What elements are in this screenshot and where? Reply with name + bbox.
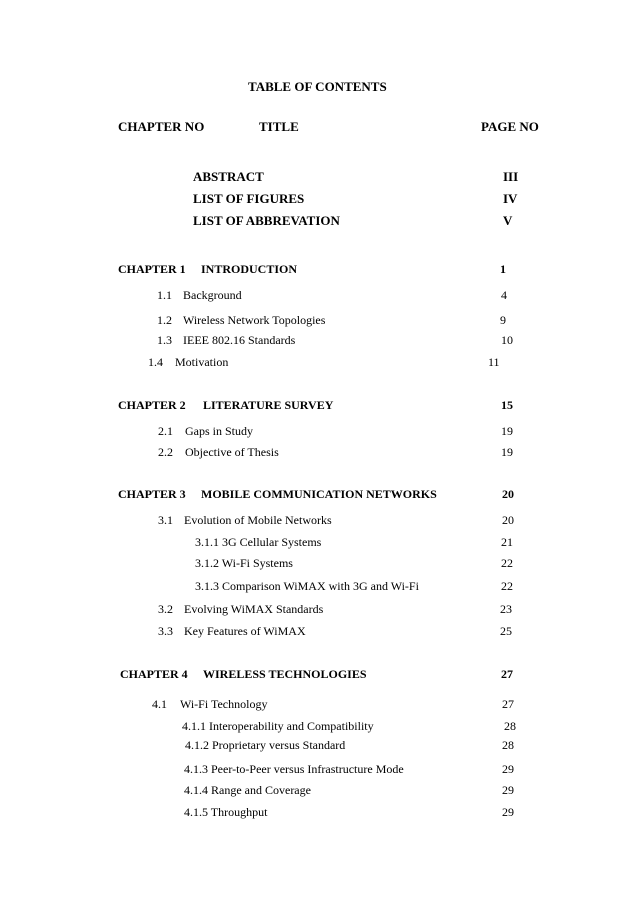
section-row [0, 310, 638, 330]
front-page: V [503, 213, 513, 228]
subsection-title: 3.1.3 Comparison WiMAX with 3G and Wi-Fi [195, 579, 419, 593]
section-title: Background [183, 288, 242, 302]
section-page: 25 [500, 624, 512, 638]
subsection-page: 29 [502, 805, 514, 819]
section-row [0, 421, 638, 441]
subsection-title: 4.1.1 Interoperability and Compatibility [182, 719, 374, 733]
section-number: 3.1 [158, 513, 173, 527]
header-chapter: CHAPTER NO [118, 119, 205, 134]
section-row [0, 352, 638, 372]
subsection-title: 4.1.2 Proprietary versus Standard [185, 738, 346, 752]
chapter-page: 1 [500, 262, 506, 276]
section-number: 1.1 [157, 288, 172, 302]
subsection-title: 4.1.5 Throughput [184, 805, 268, 819]
section-number: 1.4 [148, 355, 163, 369]
subsection-page: 28 [504, 719, 516, 733]
chapter-title: INTRODUCTION [201, 262, 298, 276]
section-title: Wi-Fi Technology [180, 697, 268, 711]
section-row [0, 510, 638, 530]
front-page: III [503, 169, 519, 184]
subsection-page: 22 [501, 579, 513, 593]
front-row-figures [0, 189, 638, 209]
section-title: Gaps in Study [185, 424, 254, 438]
front-row-abbreviation [0, 211, 638, 231]
section-number: 1.2 [157, 313, 172, 327]
section-row [0, 621, 638, 641]
section-title: IEEE 802.16 Standards [183, 333, 296, 347]
section-page: 19 [501, 424, 513, 438]
section-title: Objective of Thesis [185, 445, 279, 459]
subsection-title: 4.1.4 Range and Coverage [184, 783, 311, 797]
chapter-page: 27 [501, 667, 513, 681]
section-row [0, 599, 638, 619]
header-page: PAGE NO [481, 119, 539, 134]
chapter-number: CHAPTER 4 [120, 667, 188, 681]
toc-title-row [0, 77, 638, 97]
section-page: 19 [501, 445, 513, 459]
subsection-title: 4.1.3 Peer-to-Peer versus Infrastructure Mode [184, 762, 404, 776]
section-row [0, 285, 638, 305]
chapter-row-3 [0, 484, 638, 504]
front-row-abstract [0, 167, 638, 187]
section-row [0, 694, 638, 714]
section-title: Motivation [175, 355, 229, 369]
section-number: 3.2 [158, 602, 173, 616]
chapter-number: CHAPTER 3 [118, 487, 186, 501]
section-page: 9 [500, 313, 506, 327]
chapter-page: 15 [501, 398, 513, 412]
section-row [0, 330, 638, 350]
front-label: LIST OF FIGURES [193, 191, 305, 206]
header-title: TITLE [259, 119, 299, 134]
subsection-row [0, 532, 638, 552]
front-label: ABSTRACT [193, 169, 264, 184]
toc-title: TABLE OF CONTENTS [248, 79, 387, 94]
section-title: Evolving WiMAX Standards [184, 602, 324, 616]
front-page: IV [503, 191, 518, 206]
section-page: 11 [488, 355, 500, 369]
subsection-page: 21 [501, 535, 513, 549]
subsection-row [0, 553, 638, 573]
section-number: 2.2 [158, 445, 173, 459]
header-row [0, 117, 638, 137]
front-label: LIST OF ABBREVATION [193, 213, 340, 228]
subsection-page: 22 [501, 556, 513, 570]
subsection-page: 29 [502, 783, 514, 797]
chapter-row-2 [0, 395, 638, 415]
subsection-row [0, 780, 638, 800]
section-number: 2.1 [158, 424, 173, 438]
chapter-number: CHAPTER 1 [118, 262, 186, 276]
section-number: 3.3 [158, 624, 173, 638]
subsection-row [0, 716, 638, 736]
chapter-page: 20 [502, 487, 514, 501]
section-title: Evolution of Mobile Networks [184, 513, 332, 527]
section-page: 4 [501, 288, 507, 302]
subsection-page: 28 [502, 738, 514, 752]
subsection-title: 3.1.2 Wi-Fi Systems [195, 556, 293, 570]
chapter-title: WIRELESS TECHNOLOGIES [203, 667, 367, 681]
chapter-number: CHAPTER 2 [118, 398, 186, 412]
subsection-row [0, 802, 638, 822]
section-row [0, 442, 638, 462]
chapter-title: LITERATURE SURVEY [203, 398, 334, 412]
subsection-title: 3.1.1 3G Cellular Systems [195, 535, 322, 549]
section-number: 1.3 [157, 333, 172, 347]
section-number: 4.1 [152, 697, 167, 711]
section-title: Wireless Network Topologies [183, 313, 326, 327]
chapter-row-1 [0, 259, 638, 279]
subsection-row [0, 735, 638, 755]
subsection-row [0, 759, 638, 779]
section-page: 27 [502, 697, 514, 711]
chapter-row-4 [0, 664, 638, 684]
section-page: 23 [500, 602, 512, 616]
subsection-row [0, 576, 638, 596]
section-page: 10 [501, 333, 513, 347]
chapter-title: MOBILE COMMUNICATION NETWORKS [201, 487, 437, 501]
subsection-page: 29 [502, 762, 514, 776]
section-title: Key Features of WiMAX [184, 624, 306, 638]
section-page: 20 [502, 513, 514, 527]
